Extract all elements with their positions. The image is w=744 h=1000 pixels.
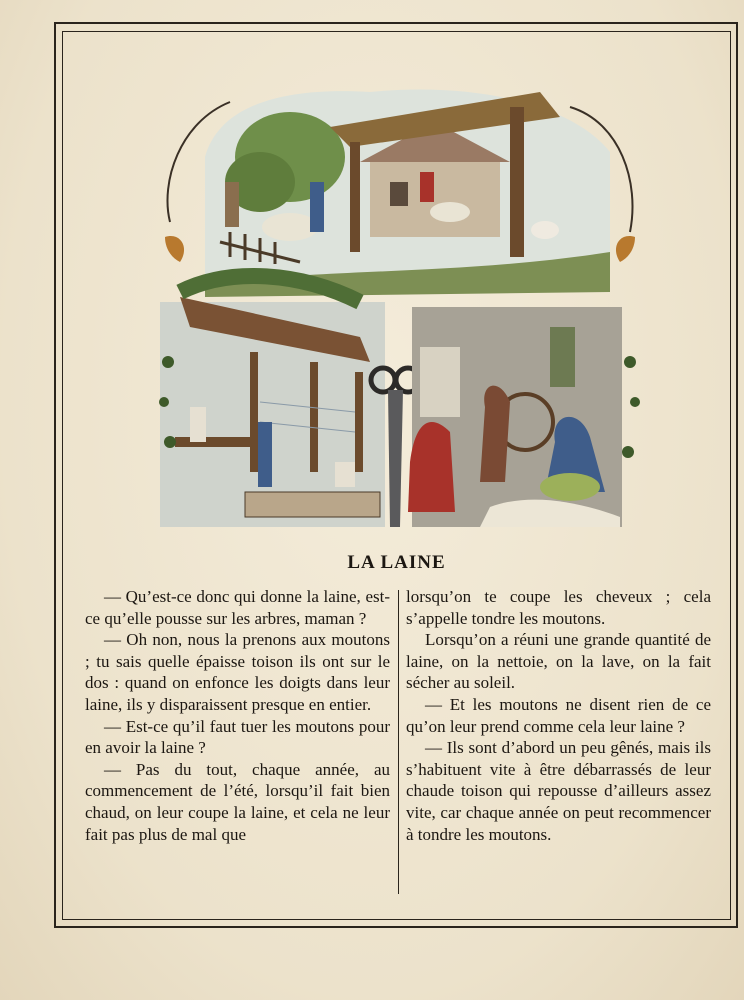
paragraph: lorsqu’on te coupe les cheveux ; cela s’appelle tondre les moutons. xyxy=(406,587,711,628)
left-text-column xyxy=(85,586,390,845)
paragraph: Lorsqu’on a réuni une grande quantité de laine, on la nettoie, on la lave, on la fait sécher au soleil. xyxy=(406,630,711,693)
right-text-column xyxy=(406,586,711,845)
paragraph: — Qu’est-ce donc qui donne la laine, est-ce qu’elle pousse sur les arbres, maman ? xyxy=(85,587,390,628)
paragraph: — Pas du tout, chaque année, au commencement de l’été, lorsqu’il fait bien chaud, on leur coupe la laine, et cela ne leur fait pas plus de mal que xyxy=(85,759,390,844)
paragraph: — Oh non, nous la prenons aux moutons ; tu sais quelle épaisse toison ils ont sur le dos : quand on enfonce les doigts dans leur laine, ils y disparaissent presque en entier. xyxy=(85,630,390,714)
wool-illustration xyxy=(150,62,650,537)
paragraph: — Ils sont d’abord un peu gênés, mais ils s’habituent vite à être débarrassés de leur chaude toison qui repousse d’ailleurs assez vite, car chaque année on peut recommencer à tondre les moutons. xyxy=(406,738,711,844)
paragraph: — Et les moutons ne disent rien de ce qu’on leur prend comme cela leur laine ? xyxy=(406,694,711,736)
column-divider xyxy=(398,590,399,894)
paragraph: — Est-ce qu’il faut tuer les moutons pour en avoir la laine ? xyxy=(85,716,390,758)
chapter-title: LA LAINE xyxy=(347,552,446,573)
engraving-wool-scenes-icon xyxy=(150,62,650,537)
